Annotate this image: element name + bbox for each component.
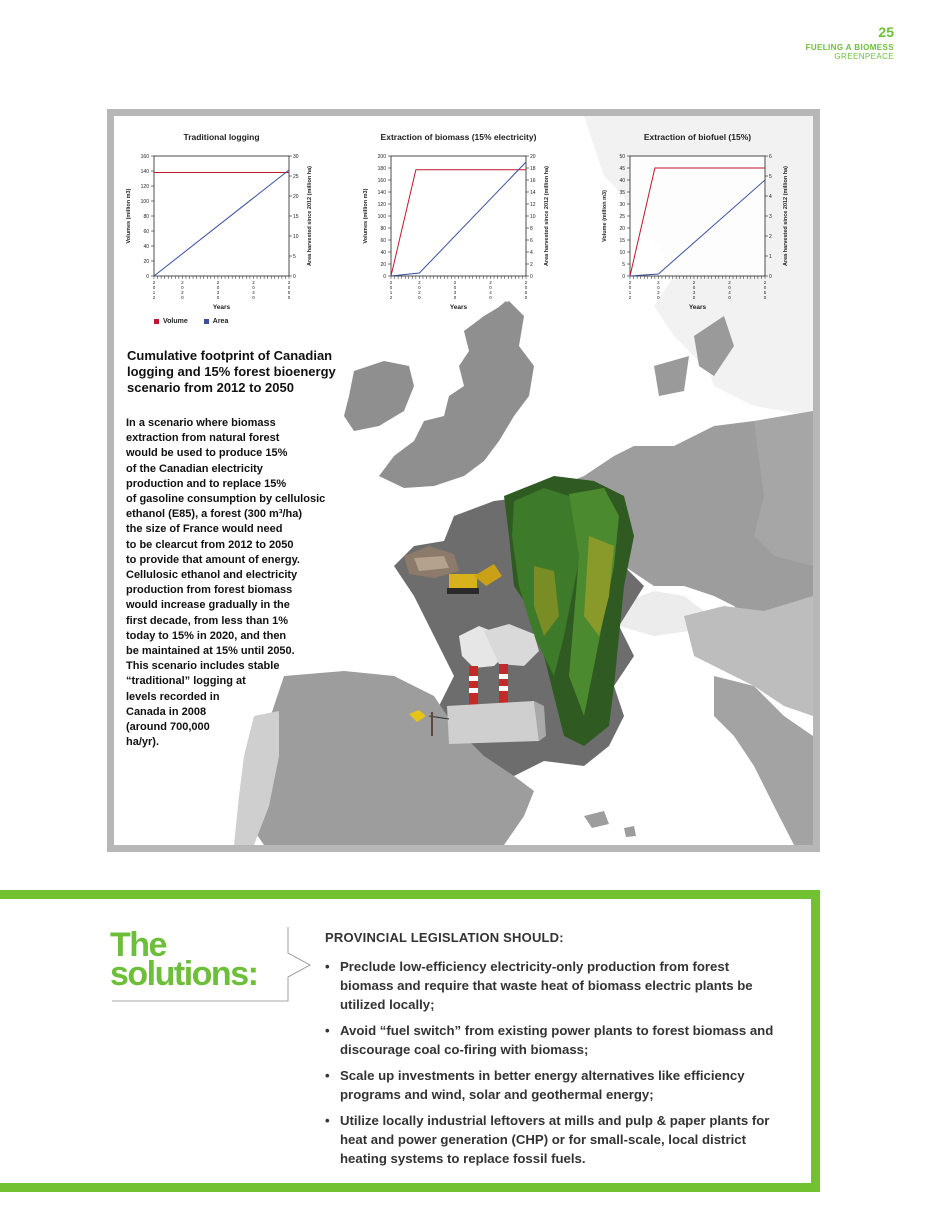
y2-tick-label: 8 <box>530 226 533 232</box>
x-tick-label: 2 0 5 0 <box>763 280 767 300</box>
solution-item-3: • Scale up investments in better energy alternatives like efficiency programs and wind, solar and geothermal energy; <box>325 1066 785 1104</box>
solution-item-4: • Utilize locally industrial leftovers at mills and pulp & paper plants for heat and power generation (CHP) or for small-scale, local district heating systems to replace fossil fuels. <box>325 1111 785 1168</box>
solutions-panel <box>0 899 811 1183</box>
x-tick-label: 2 0 4 0 <box>489 280 492 300</box>
y-tick-label: 200 <box>377 154 386 160</box>
y-tick-label: 60 <box>380 238 386 244</box>
legislation-title: PROVINCIAL LEGISLATION SHOULD: <box>325 930 564 945</box>
y2-tick-label: 18 <box>530 166 536 172</box>
x-tick-label: 2 0 1 2 <box>628 280 632 300</box>
y2-tick-label: 25 <box>293 174 299 180</box>
figure-body-line: In a scenario where biomass <box>126 417 276 429</box>
y-tick-label: 100 <box>377 214 386 220</box>
legend-item-volume <box>154 318 188 325</box>
figure-body-line: ethanol (E85), a forest (300 m³/ha) <box>126 508 303 521</box>
chart-biofuel-extraction <box>590 126 813 318</box>
figure-body-line: to provide that amount of energy. <box>126 553 300 566</box>
y-tick-label: 0 <box>622 274 625 280</box>
chart-biomass-extraction <box>351 126 576 318</box>
chart-title: Extraction of biofuel (15%) <box>643 132 752 142</box>
figure-body-line: to be clearcut from 2012 to 2050 <box>126 538 294 551</box>
legend-label-area: Area <box>212 318 229 325</box>
y-tick-label: 180 <box>377 166 386 172</box>
y-tick-label: 120 <box>377 202 386 208</box>
figure-body-text <box>126 416 348 750</box>
solutions-heading-line2: solutions: <box>110 955 258 993</box>
figure-body-line: production and to replace 15% <box>126 477 287 490</box>
y2-tick-label: 6 <box>769 154 772 160</box>
chart-title: Traditional logging <box>183 132 260 142</box>
y-tick-label: 100 <box>140 199 149 205</box>
y2-tick-label: 10 <box>293 234 299 240</box>
y2-tick-label: 2 <box>530 262 533 268</box>
legend-item-area <box>204 318 229 325</box>
figure-body-line: today to 15% in 2020, and then <box>126 629 287 642</box>
figure-body-line: (around 700,000 <box>126 721 210 734</box>
y-tick-label: 140 <box>140 169 149 175</box>
figure-body-line: be maintained at 15% until 2050. <box>126 645 295 658</box>
x-axis-label: Years <box>212 304 231 311</box>
x-axis-label: Years <box>449 304 468 311</box>
x-tick-label: 2 0 2 0 <box>657 280 660 300</box>
y-tick-label: 20 <box>619 226 625 232</box>
figure-body-line: “traditional” logging at <box>126 675 246 688</box>
page-number: 25 <box>878 24 894 40</box>
figure-body-line: Canada in 2008 <box>126 705 207 718</box>
y-tick-label: 40 <box>143 244 149 250</box>
y2-tick-label: 4 <box>769 194 772 200</box>
y2-tick-label: 5 <box>293 254 296 260</box>
y-tick-label: 160 <box>140 154 149 160</box>
chart-title: Extraction of biomass (15% electricity) <box>380 132 537 142</box>
y2-axis-label: Area harvested since 2012 (million ha) <box>783 166 789 266</box>
figure-frame <box>107 109 820 852</box>
x-tick-label: 2 0 2 0 <box>181 280 184 300</box>
y2-tick-label: 1 <box>769 254 772 260</box>
y2-tick-label: 16 <box>530 178 536 184</box>
y2-tick-label: 2 <box>769 234 772 240</box>
x-tick-label: 2 0 5 0 <box>524 280 528 300</box>
y-tick-label: 25 <box>619 214 625 220</box>
figure-body-line: of the Canadian electricity <box>126 462 263 475</box>
chart-plot-area <box>630 156 765 276</box>
x-tick-label: 2 0 3 0 <box>692 280 696 300</box>
figure-body-line: production from forest biomass <box>126 584 293 597</box>
y2-tick-label: 5 <box>769 174 772 180</box>
solutions-heading <box>110 926 258 993</box>
solution-item-2: • Avoid “fuel switch” from existing power plants to forest biomass and discourage coal co-firing with biomass; <box>325 1021 785 1059</box>
y-tick-label: 60 <box>143 229 149 235</box>
y-tick-label: 50 <box>619 154 625 160</box>
y-tick-label: 10 <box>619 250 625 256</box>
x-tick-label: 2 0 4 0 <box>728 280 731 300</box>
y-tick-label: 40 <box>380 250 386 256</box>
chart-traditional-logging-svg <box>114 126 339 318</box>
chart-plot-area <box>154 156 289 276</box>
x-tick-label: 2 0 4 0 <box>252 280 255 300</box>
y-tick-label: 20 <box>380 262 386 268</box>
y2-axis-label: Area harvested since 2012 (million ha) <box>544 166 550 266</box>
y-tick-label: 45 <box>619 166 625 172</box>
y2-tick-label: 15 <box>293 214 299 220</box>
y2-tick-label: 14 <box>530 190 536 196</box>
y2-tick-label: 30 <box>293 154 299 160</box>
x-tick-label: 2 0 3 0 <box>216 280 220 300</box>
figure-heading: Cumulative footprint of Canadian logging and 15% forest bioenergy scenario from 2012 to 2050 <box>127 348 336 395</box>
y2-tick-label: 12 <box>530 202 536 208</box>
y-tick-label: 0 <box>383 274 386 280</box>
y-tick-label: 80 <box>380 226 386 232</box>
chart-plot-area <box>391 156 526 276</box>
y2-tick-label: 6 <box>530 238 533 244</box>
x-tick-label: 2 0 1 2 <box>389 280 393 300</box>
x-tick-label: 2 0 3 0 <box>453 280 457 300</box>
figure-body-line: would increase gradually in the <box>126 599 290 612</box>
y2-tick-label: 0 <box>530 274 533 280</box>
x-tick-label: 2 0 2 0 <box>418 280 421 300</box>
figure-inner <box>114 116 813 845</box>
solutions-list <box>325 957 785 1175</box>
y2-tick-label: 20 <box>530 154 536 160</box>
y2-tick-label: 3 <box>769 214 772 220</box>
solution-item-1: • Preclude low-efficiency electricity-only production from forest biomass and require that waste heat of biomass electric plants be utilized locally; <box>325 957 785 1014</box>
y-tick-label: 35 <box>619 190 625 196</box>
figure-body-line: first decade, from less than 1% <box>126 614 288 627</box>
y-axis-label: Volumes (million m3) <box>126 188 132 244</box>
y2-tick-label: 0 <box>293 274 296 280</box>
legend-swatch-volume <box>154 319 159 324</box>
legend-swatch-area <box>204 319 209 324</box>
y-tick-label: 140 <box>377 190 386 196</box>
figure-body-line: of gasoline consumption by cellulosic <box>126 493 326 506</box>
chart-traditional-logging <box>114 126 339 318</box>
y2-axis-label: Area harvested since 2012 (million ha) <box>307 166 313 266</box>
figure-body-line: would be used to produce 15% <box>126 447 288 460</box>
y2-tick-label: 4 <box>530 250 533 256</box>
page-header <box>806 24 894 61</box>
y2-tick-label: 10 <box>530 214 536 220</box>
figure-body-line: This scenario includes stable <box>126 660 280 673</box>
y-axis-label: Volumes (million m3) <box>363 188 369 244</box>
figure-body-line: levels recorded in <box>126 690 220 703</box>
y2-tick-label: 20 <box>293 194 299 200</box>
x-tick-label: 2 0 5 0 <box>287 280 291 300</box>
solutions-heading-line1: The <box>110 926 166 964</box>
y-tick-label: 80 <box>143 214 149 220</box>
y-tick-label: 15 <box>619 238 625 244</box>
chart-biofuel-extraction-svg <box>590 126 813 318</box>
y-tick-label: 120 <box>140 184 149 190</box>
figure-body-line: extraction from natural forest <box>126 432 280 445</box>
y-tick-label: 0 <box>146 274 149 280</box>
chart-biomass-extraction-svg <box>351 126 576 318</box>
y-tick-label: 5 <box>622 262 625 268</box>
section-title: FUELING A BIOMESS <box>805 43 894 52</box>
y2-tick-label: 0 <box>769 274 772 280</box>
y-tick-label: 20 <box>143 259 149 265</box>
legend-label-volume: Volume <box>163 318 188 325</box>
section-subtitle: GREENPEACE <box>834 52 894 61</box>
x-tick-label: 2 0 1 2 <box>152 280 156 300</box>
y-tick-label: 160 <box>377 178 386 184</box>
chart-legend <box>154 318 228 325</box>
figure-body-line: Cellulosic ethanol and electricity <box>126 569 298 582</box>
figure-body-line: the size of France would need <box>126 523 283 536</box>
y-tick-label: 40 <box>619 178 625 184</box>
solutions-frame <box>0 890 820 1192</box>
x-axis-label: Years <box>688 304 707 311</box>
y-tick-label: 30 <box>619 202 625 208</box>
y-axis-label: Volume (million m3) <box>602 190 608 242</box>
figure-body-line: ha/yr). <box>126 736 160 749</box>
